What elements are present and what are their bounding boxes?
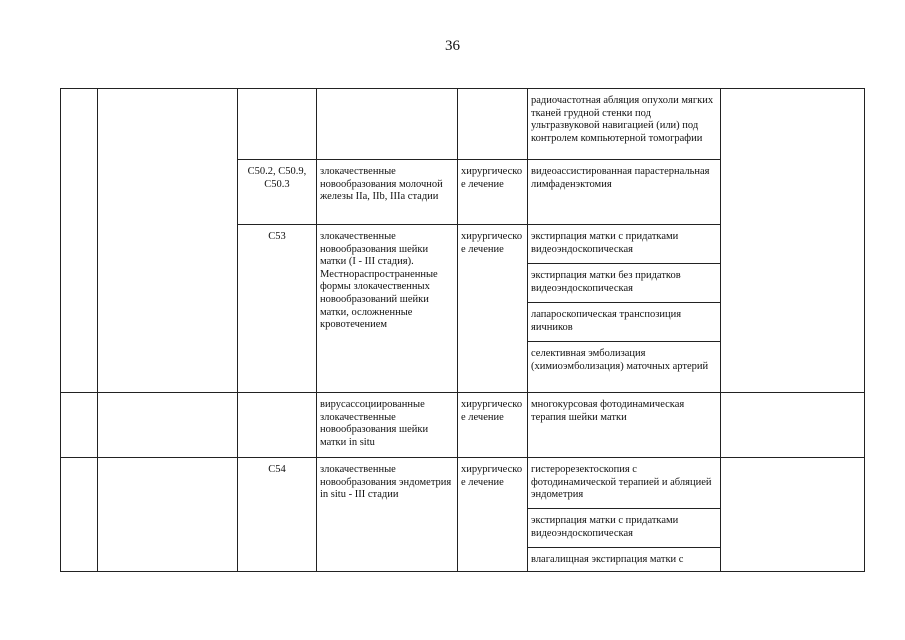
cell-treatment: хирургическое лечение [458,160,528,225]
cell-profile [98,393,238,458]
cell-method: радиочастотная абляция опухоли мягких тканей грудной стенки под ультразвуковой навигацией (или) под контролем компьютерной томографии [528,89,721,160]
cell-code [238,393,317,458]
table-row [61,89,865,160]
cell-method: видеоассистированная парастернальная лимфаденэктомия [528,160,721,225]
cell-diagnosis: злокачественные новообразования шейки матки (I - III стадия). Местнораспространенные формы злокачественных новообразований шейки матки, осложненные кровотечением [317,225,458,393]
cell-method: экстирпация матки без придатков видеоэндоскопическая [528,264,721,303]
cell-treatment: хирургическое лечение [458,458,528,572]
cell-code: C54 [238,458,317,572]
cell-method: многокурсовая фотодинамическая терапия шейки матки [528,393,721,458]
cell-diagnosis: вирусассоциированные злокачественные новообразования шейки матки in situ [317,393,458,458]
cell-norm [721,160,865,393]
cell-index [61,458,98,572]
cell-code [238,89,317,160]
cell-index [61,393,98,458]
cell-method: экстирпация матки с придатками видеоэндоскопическая [528,225,721,264]
cell-treatment: хирургическое лечение [458,393,528,458]
cell-index [61,89,98,393]
cell-method: лапароскопическая транспозиция яичников [528,303,721,342]
cell-method: гистерорезектоскопия с фотодинамической терапией и абляцией эндометрия [528,458,721,509]
cell-profile [98,89,238,393]
cell-diagnosis [317,89,458,160]
medical-care-table [60,88,865,393]
table-row [61,393,865,458]
table-row [61,458,865,509]
cell-code: C50.2, C50.9, C50.3 [238,160,317,225]
cell-diagnosis: злокачественные новообразования эндометрия in situ - III стадии [317,458,458,572]
cell-treatment [458,89,528,160]
cell-norm [721,458,865,572]
cell-profile [98,458,238,572]
cell-norm [721,89,865,160]
medical-care-table-continued [60,392,865,572]
cell-norm [721,393,865,458]
cell-method: селективная эмболизация (химиоэмболизация) маточных артерий [528,342,721,393]
cell-code: C53 [238,225,317,393]
cell-method: экстирпация матки с придатками видеоэндоскопическая [528,509,721,548]
cell-diagnosis: злокачественные новообразования молочной железы IIa, IIb, IIIa стадии [317,160,458,225]
cell-method: влагалищная экстирпация матки с [528,548,721,572]
cell-treatment: хирургическое лечение [458,225,528,393]
page-number: 36 [445,38,460,54]
